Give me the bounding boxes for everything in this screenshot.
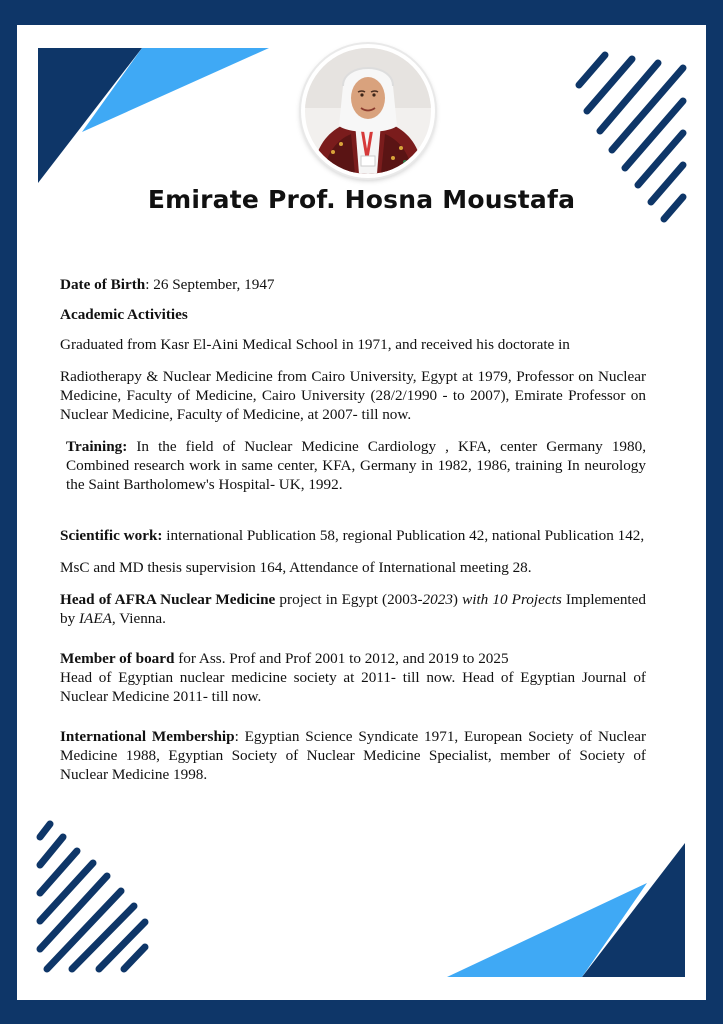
dob-label: Date of Birth xyxy=(60,276,146,293)
stripe-bl-8 xyxy=(99,922,145,969)
profile-photo xyxy=(305,48,431,174)
afra-projects: with 10 Projects xyxy=(462,591,562,608)
stripe-tr-3 xyxy=(600,63,658,131)
stripe-bl-1 xyxy=(40,824,50,837)
bottom-left-stripes xyxy=(40,824,145,969)
afra-paragraph xyxy=(60,590,646,628)
board-label: Member of board xyxy=(60,650,175,667)
afra-label: Head of AFRA Nuclear Medicine xyxy=(60,591,276,608)
msc-paragraph: MsC and MD thesis supervision 164, Attendance of International meeting 28. xyxy=(60,559,532,576)
international-paragraph xyxy=(60,727,646,784)
scientific-text: international Publication 58, regional Publication 42, national Publication 142, xyxy=(162,527,645,544)
training-label: Training: xyxy=(66,438,128,455)
academic-paragraph-1: Graduated from Kasr El-Aini Medical School in 1971, and received his doctorate in xyxy=(60,336,570,353)
board-paragraph xyxy=(60,649,646,668)
top-left-navy-triangle xyxy=(38,48,142,183)
international-label: International Membership xyxy=(60,728,235,745)
cv-card xyxy=(17,25,706,1000)
training-paragraph xyxy=(60,437,646,494)
afra-text-2: ) xyxy=(452,591,463,608)
international-text: : Egyptian Science Syndicate 1971, European Society of Nuclear Medicine 1988, Egyptian Society of Nuclear Medicine Specialist, member of Society of Nuclear Medicine 1998. xyxy=(60,728,646,783)
stripe-tr-1 xyxy=(579,55,605,85)
bio-content xyxy=(60,275,646,784)
afra-text-3: Implemented by xyxy=(60,591,646,627)
stripe-bl-9 xyxy=(124,947,145,969)
afra-year: 2023 xyxy=(422,591,453,608)
academic-heading: Academic Activities xyxy=(60,306,188,323)
academic-paragraph-2: Radiotherapy & Nuclear Medicine from Cairo University, Egypt at 1979, Professor on Nuclear Medicine, Faculty of Medicine, Cairo University (28/2/1990 - to 2007), Emirate Professor on Nuclear Medicine, Faculty of Medicine, at 2007- till now. xyxy=(60,368,646,423)
afra-text-4: Vienna. xyxy=(115,610,166,627)
afra-iaea: IAEA, xyxy=(78,610,116,627)
afra-text-1: project in Egypt (2003- xyxy=(275,591,423,608)
dob-value: : 26 September, 1947 xyxy=(145,276,275,293)
training-text: In the field of Nuclear Medicine Cardiology , KFA, center Germany 1980, Combined research work in same center, KFA, Germany in 1982, 1986, training In neurology the Saint Bartholomew's Hospital- UK, 1992. xyxy=(66,438,646,493)
society-paragraph: Head of Egyptian nuclear medicine society at 2011- till now. Head of Egyptian Journal of Nuclear Medicine 2011- till now. xyxy=(60,669,646,705)
scientific-label: Scientific work: xyxy=(60,527,163,544)
stripe-bl-4 xyxy=(40,863,93,921)
stripe-tr-5 xyxy=(625,101,683,168)
person-name: Emirate Prof. Hosna Moustafa xyxy=(147,185,576,214)
board-text: for Ass. Prof and Prof 2001 to 2012, and 2019 to 2025 xyxy=(174,650,509,667)
dob-line xyxy=(60,275,646,294)
portrait-illustration xyxy=(305,48,431,174)
stripe-bl-2 xyxy=(40,837,63,865)
profile-photo-frame xyxy=(301,44,435,178)
scientific-paragraph xyxy=(60,526,646,545)
